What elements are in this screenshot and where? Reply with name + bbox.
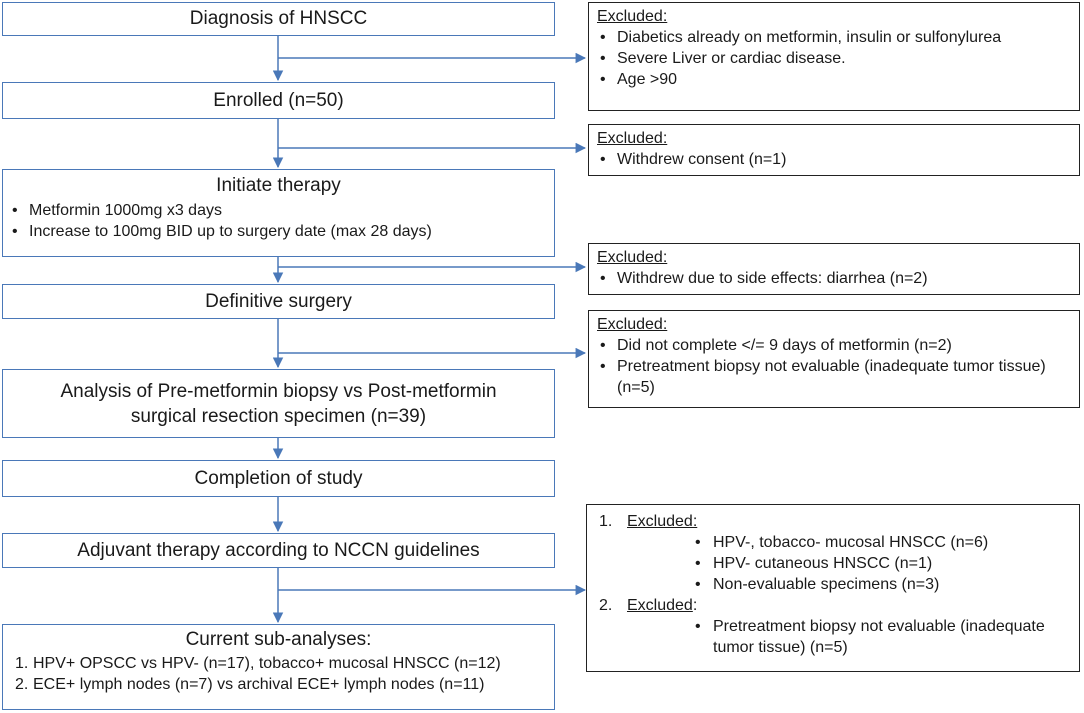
current-sub-analyses-box <box>2 624 555 710</box>
excluded-item <box>595 616 1071 637</box>
definitive-surgery-label: Definitive surgery <box>205 290 352 312</box>
excluded-item: • Diabetics already on metformin, insulin or sulfonylurea <box>597 27 1071 48</box>
diagnosis-label: Diagnosis of HNSCC <box>189 8 368 29</box>
excluded-label: Excluded <box>627 597 693 614</box>
adjuvant-therapy-box <box>2 533 555 568</box>
excluded-item: • Withdrew consent (n=1) <box>597 149 1071 170</box>
excluded-label: Excluded: <box>597 130 668 147</box>
sub-analysis-item <box>11 674 546 695</box>
excluded-item-line-1: Pretreatment biopsy not evaluable (inadequate <box>713 618 1045 635</box>
excluded-item: • Did not complete </= 9 days of metformin (n=2) <box>597 335 1071 356</box>
excluded-list <box>595 532 1071 595</box>
sub-analysis-number: 1. <box>15 655 29 672</box>
initiate-therapy-list <box>9 200 548 242</box>
initiate-therapy-title: Initiate therapy <box>216 175 341 196</box>
excluded-group-number: 1. <box>599 513 613 530</box>
excluded-list <box>595 616 1071 637</box>
analysis-line-2: surgical resection specimen (n=39) <box>130 405 427 427</box>
excluded-box-1 <box>588 2 1080 111</box>
initiate-therapy-box <box>2 169 555 257</box>
completion-box <box>2 460 555 497</box>
excluded-box-3 <box>588 243 1080 295</box>
sub-analysis-text: HPV+ OPSCC vs HPV- (n=17), tobacco+ mucosal HNSCC (n=12) <box>33 655 501 672</box>
excluded-box-4 <box>588 310 1080 408</box>
analysis-box <box>2 369 555 438</box>
excluded-group-2 <box>595 595 1071 616</box>
excluded-label: Excluded: <box>597 316 668 333</box>
excluded-label: Excluded: <box>597 8 668 25</box>
excluded-item-line-2: tumor tissue) (n=5) <box>713 639 848 656</box>
initiate-therapy-item: • Increase to 100mg BID up to surgery date (max 28 days) <box>9 221 548 242</box>
initiate-therapy-item: • Metformin 1000mg x3 days <box>9 200 548 221</box>
excluded-box-5 <box>586 504 1080 672</box>
definitive-surgery-box <box>2 284 555 319</box>
excluded-label: Excluded: <box>627 513 698 530</box>
adjuvant-therapy-label: Adjuvant therapy according to NCCN guidelines <box>77 539 480 561</box>
excluded-list <box>597 268 1071 289</box>
excluded-box-2 <box>588 124 1080 176</box>
sub-analysis-item <box>11 653 546 674</box>
excluded-item: • Severe Liver or cardiac disease. <box>597 48 1071 69</box>
diagnosis-box <box>2 2 555 36</box>
completion-label: Completion of study <box>194 467 363 489</box>
sub-analysis-number: 2. <box>15 676 29 693</box>
enrolled-label: Enrolled (n=50) <box>213 89 344 111</box>
excluded-item: • HPV-, tobacco- mucosal HNSCC (n=6) <box>595 532 1071 553</box>
excluded-item: • Pretreatment biopsy not evaluable (inadequate tumor tissue) (n=5) <box>597 356 1071 398</box>
excluded-label: Excluded: <box>597 249 668 266</box>
excluded-label-colon: : <box>692 597 698 614</box>
excluded-item: • Withdrew due to side effects: diarrhea (n=2) <box>597 268 1071 289</box>
sub-analysis-text: ECE+ lymph nodes (n=7) vs archival ECE+ lymph nodes (n=11) <box>33 676 485 693</box>
excluded-list <box>597 149 1071 170</box>
excluded-group-1 <box>595 511 1071 532</box>
current-sub-analyses-title: Current sub-analyses: <box>185 629 372 650</box>
analysis-line-1: Analysis of Pre-metformin biopsy vs Post-metformin <box>60 380 497 402</box>
excluded-item: • Age >90 <box>597 69 1071 90</box>
excluded-item: • HPV- cutaneous HNSCC (n=1) <box>595 553 1071 574</box>
excluded-list <box>597 27 1071 90</box>
excluded-group-number: 2. <box>599 597 613 614</box>
enrolled-box <box>2 82 555 119</box>
excluded-item: • Non-evaluable specimens (n=3) <box>595 574 1071 595</box>
excluded-list <box>597 335 1071 398</box>
